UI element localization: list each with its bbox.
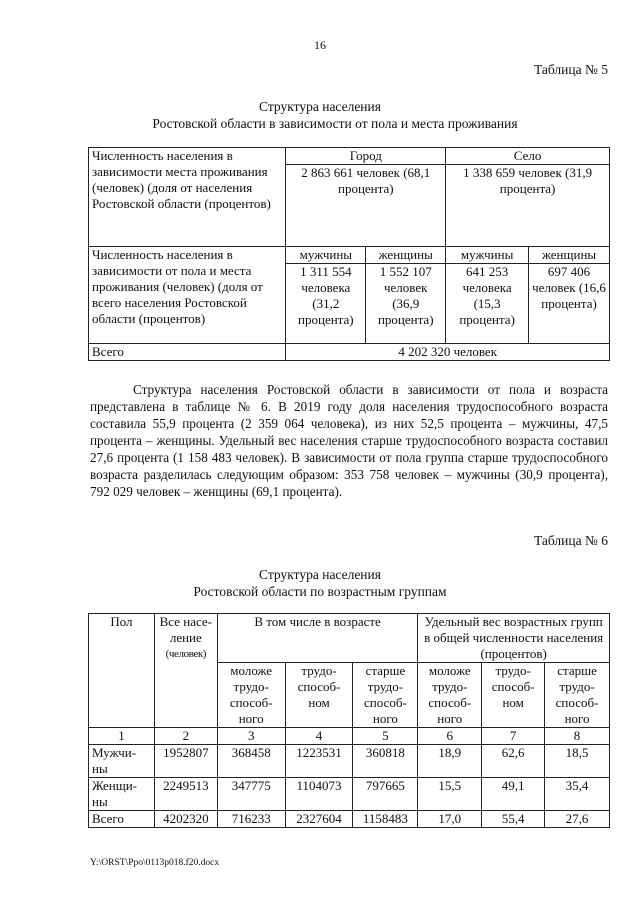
table6-cell: 49,1 — [482, 778, 545, 811]
table6-sub-working: трудо-способ-ном — [285, 663, 353, 728]
table6-sub-younger: моложе трудо-способ-ного — [217, 663, 285, 728]
table6-colnum: 2 — [154, 728, 217, 745]
table6-cell: 347775 — [217, 778, 285, 811]
table6-cell: 2327604 — [285, 811, 353, 828]
table6 — [88, 613, 610, 828]
table5-city-women: 1 552 107 человек (36,9 процента) — [366, 264, 446, 344]
table6-colnum: 3 — [217, 728, 285, 745]
table6-cell: 2249513 — [154, 778, 217, 811]
table5-village-men-header: мужчины — [446, 247, 529, 264]
footer-filepath: Y:\ORST\Ppo\0113p018.f20.docx — [90, 858, 220, 868]
table6-cell: 55,4 — [482, 811, 545, 828]
table5-city-men: 1 311 554 человека (31,2 процента) — [286, 264, 366, 344]
table6-cell: 15,5 — [418, 778, 482, 811]
table5-title-line2: Ростовской области в зависимости от пола и места проживания — [152, 116, 518, 131]
table6-cell: 1104073 — [285, 778, 353, 811]
table5-total-value: 4 202 320 человек — [286, 344, 610, 361]
table6-colnum: 4 — [285, 728, 353, 745]
table6-h-share: Удельный вес возрастных групп в общей численности населения (процентов) — [418, 614, 610, 663]
table5-title-line1: Структура населения — [259, 99, 381, 114]
table6-cell: 1158483 — [353, 811, 418, 828]
table5-row-location — [89, 148, 610, 165]
table6-header-row — [89, 614, 610, 663]
table5-label: Таблица № 5 — [534, 62, 608, 77]
table5-village-women: 697 406 человек (16,6 процента) — [529, 264, 610, 344]
table6-sub-working-share: трудо-способ-ном — [482, 663, 545, 728]
table6-cell-sex: Мужчи-ны — [89, 745, 155, 778]
table6-title — [0, 566, 640, 600]
table6-cell: 4202320 — [154, 811, 217, 828]
table6-cell: 797665 — [353, 778, 418, 811]
table5-row1-header: Численность населения в зависимости места проживания (человек) (доля от населения Ростовской области (процентов) — [89, 148, 286, 247]
table6-cell: 1952807 — [154, 745, 217, 778]
table5-city-men-header: мужчины — [286, 247, 366, 264]
table6-cell: 35,4 — [545, 778, 610, 811]
table6-sub-older-share: старше трудо-способ-ного — [545, 663, 610, 728]
table6-cell: 368458 — [217, 745, 285, 778]
table6-cell: 18,9 — [418, 745, 482, 778]
table5-village-header: Село — [446, 148, 610, 165]
table6-cell: 62,6 — [482, 745, 545, 778]
table5-title — [0, 98, 640, 132]
table5-city-header: Город — [286, 148, 446, 165]
table5 — [88, 147, 610, 361]
table6-sub-older: старше трудо-способ-ного — [353, 663, 418, 728]
table5-village-value: 1 338 659 человек (31,9 процента) — [446, 165, 610, 247]
table6-cell-sex: Женщи-ны — [89, 778, 155, 811]
table6-colnum: 7 — [482, 728, 545, 745]
table6-h-total-unit: (человек) — [165, 648, 207, 660]
table6-cell: 360818 — [353, 745, 418, 778]
table6-cell: 17,0 — [418, 811, 482, 828]
table-row — [89, 745, 610, 778]
table6-colnum: 5 — [353, 728, 418, 745]
table5-row-sex — [89, 247, 610, 264]
table6-h-sex: Пол — [89, 614, 155, 728]
table-row — [89, 778, 610, 811]
page-number: 16 — [314, 38, 326, 52]
table6-h-age: В том числе в возрасте — [217, 614, 418, 663]
table6-h-total-label: Все насе-ление — [159, 614, 213, 645]
table6-cell: 27,6 — [545, 811, 610, 828]
table6-sub-younger-share: моложе трудо-способ-ного — [418, 663, 482, 728]
table5-village-men: 641 253 человека (15,3 процента) — [446, 264, 529, 344]
table-row — [89, 811, 610, 828]
table5-row-total — [89, 344, 610, 361]
table6-colnum: 8 — [545, 728, 610, 745]
table6-colnum: 1 — [89, 728, 155, 745]
table6-title-line1: Структура населения — [259, 567, 381, 582]
table6-h-total — [154, 614, 217, 728]
table5-total-label: Всего — [89, 344, 286, 361]
table5-city-value: 2 863 661 человек (68,1 процента) — [286, 165, 446, 247]
body-paragraph-text: Структура населения Ростовской области в зависимости от пола и возраста представлена в таблице № 6. В 2019 году доля населения трудоспособного возраста составила 55,9 процента (2 359 064 человека), из них 52,5 процента – мужчины, 47,5 процента – женщины. Удельный вес населения старше трудоспособного возраста составил 27,6 процента (1 158 483 человек). В зависимости от пола группа старше трудоспособного возраста разделилась следующим образом: 353 758 человек – мужчины (30,9 процента), 792 029 человек – женщины (69,1 процента). — [90, 382, 608, 499]
table6-label: Таблица № 6 — [534, 533, 608, 548]
table5-row2-header: Численность населения в зависимости от пола и места проживания (человек) (доля от всего населения Ростовской области (процентов) — [89, 247, 286, 344]
table6-cell: 716233 — [217, 811, 285, 828]
table6-cell-sex: Всего — [89, 811, 155, 828]
table5-village-women-header: женщины — [529, 247, 610, 264]
table6-title-line2: Ростовской области по возрастным группам — [193, 584, 447, 599]
body-paragraph — [90, 381, 608, 500]
table5-city-women-header: женщины — [366, 247, 446, 264]
table6-colnum-row — [89, 728, 610, 745]
table6-cell: 1223531 — [285, 745, 353, 778]
table6-colnum: 6 — [418, 728, 482, 745]
table6-cell: 18,5 — [545, 745, 610, 778]
